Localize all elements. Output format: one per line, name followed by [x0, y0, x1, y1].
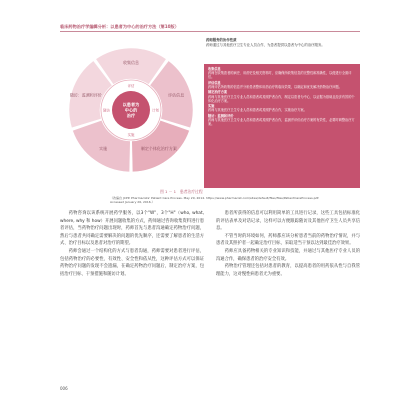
center-line-3: 治疗 — [126, 113, 136, 118]
panel-section-text: 药师与其他医疗卫生专业人员和患者或其照护者合作，制定以患者为中心、以证据为基础且经济有效的个体化治疗方案。 — [208, 94, 355, 103]
patient-care-cycle — [60, 38, 202, 186]
cycle-segment-label: 评估信息 — [168, 92, 185, 98]
body-column-right — [216, 210, 360, 278]
process-description-panel — [204, 38, 360, 186]
body-paragraph: 药物治疗管理还包括对患者的教育，以提高患者的用药依从性与自我管理能力，这对慢性病患者尤为重要。 — [216, 264, 360, 277]
panel-section-title: 实施 — [208, 104, 215, 109]
cycle-segment-label: 实施 — [99, 145, 108, 151]
panel-section-title: 制定治疗方案 — [208, 90, 228, 95]
cycle-segment-label: 收集信息 — [123, 59, 139, 65]
inner-ring-label: 评估 — [127, 83, 135, 88]
body-column-left — [60, 210, 204, 278]
figure-source: （改编自 JCPP. Pharmacists' Patient Care Process. May 29, 2014. https://www.pharmacist.com/sites/default/files/files/PatientCareProcess.pdf. Accessed January 26, 2016.） — [110, 196, 320, 204]
body-paragraph: 患者所获得的信息可以利用简单的工具进行记录，这些工具包括标准化的评估表单及对话记录，这样可以方便跟踪随访及其他医疗卫生人员共享信息。 — [216, 211, 360, 232]
patient-care-diagram — [60, 38, 202, 186]
panel-section-text: 药师评估所收集的信息并分析患者整体用药治疗的临床效果，以确定和优先解决药物治疗问题。 — [208, 84, 342, 89]
header-divider — [60, 31, 360, 32]
panel-section-text: 药师在收集患者的病史、用药史及相关资料时，应确保所收集信息的完整性和准确性，以便进行全面评估。 — [208, 71, 352, 80]
page-number: 006 — [60, 386, 68, 391]
body-paragraph: 药师会通过一个结构化的方式与患者沟通，药师需要对患者进行评估，包括药物治疗的必要性、有效性、安全性和依从性，这种评估方式可以保证药物治疗问题的发现不会遗漏，在确定药物治疗问题后，制定治疗方案，包括治疗目标、干预措施和随访计划。 — [60, 248, 204, 277]
body-paragraph: 不管当时的环境如何，药师都应该分析患者当前的药物治疗情况，并与患者及其照护者一起确定治疗目标，采取适当干预以达到最佳治疗效果。 — [216, 233, 360, 247]
panel-steps-box — [204, 64, 360, 188]
panel-section-text: 药师与其他医疗卫生专业人员和患者或其照护者合作，实施治疗方案。 — [208, 108, 307, 113]
panel-section-title: 收集信息 — [208, 67, 221, 71]
inner-ring-label: 实施 — [127, 132, 135, 137]
panel-intro-title: 药师服务的协作性质 — [206, 38, 237, 42]
figure-caption: 图 1 － 1 患者治疗过程 — [160, 189, 203, 194]
panel-section-title: 随访：监测和评价 — [208, 113, 234, 118]
panel-section-title: 评估信息 — [208, 80, 221, 85]
cycle-segment-label: 制定个体化治疗方案 — [140, 145, 177, 151]
book-page — [60, 0, 360, 400]
cycle-segment-label: 随访：监测和评价 — [69, 92, 102, 98]
panel-intro — [204, 38, 360, 47]
inner-ring-label: 计划 — [152, 108, 159, 113]
body-paragraph: 药师应具备药物相关的专业知识和技能，并通过与其他医疗专业人员的沟通合作，确保患者的治疗安全有效。 — [216, 248, 360, 262]
panel-intro-text: 药师通过与其他医疗卫生专业人员合作，为患者提供以患者为中心的治疗服务。 — [206, 42, 325, 47]
center-line-2: 中心的 — [124, 107, 138, 113]
running-header: 临床药物治疗学编辑分析：以患者为中心的治疗方法（第10版） — [60, 24, 179, 29]
panel-section-text: 药师与其他医疗卫生专业人员和患者或其照护者合作，监测并评价治疗方案的有效性，必要时调整治疗方案。 — [208, 118, 355, 127]
inner-ring-label: 随访 — [103, 108, 110, 113]
center-line-1: 以患者为 — [122, 102, 140, 107]
body-paragraph: 药物咨询以该系统开展药学服务，以3个"W"，3个"H"（who, what, where, why 和 how）开展问题收集的方式，药师通过咨询收集资料进行患者评估，当药物治疗问题出现时，药师首先与患者沟通确定药物治疗问题，然后与患者共同确定需要解决的问题的优先顺序，还需要了解患者的生活方式、治疗目标以及患者对治疗的期望。 — [60, 211, 204, 247]
